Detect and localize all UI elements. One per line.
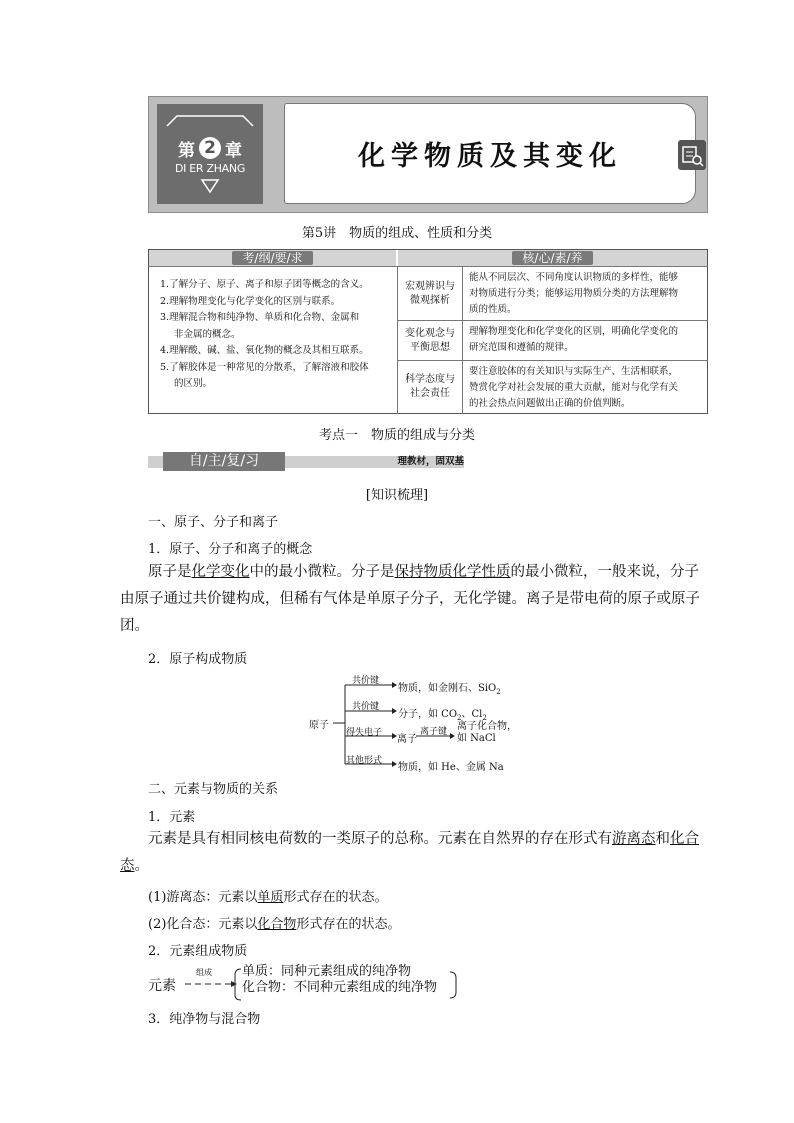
subsection-heading: 3．纯净物与混合物: [148, 1012, 261, 1027]
requirement-line: 3.理解混合物和纯净物、单质和化合物、金属和: [160, 312, 360, 323]
blank-answer: 单质: [257, 890, 284, 905]
subsection-heading: 1．元素: [148, 810, 196, 825]
book-search-icon: [678, 140, 706, 170]
diagram-result: 物质，如金刚石、SiO$_2$: [398, 683, 501, 696]
core-description: 要注意胶体的有关知识与实际生产、生活相联系， 赞赏化学对社会发展的重大贡献，能对与化学有关 的社会热点问题做出正确的价值判断。: [469, 366, 679, 409]
edge-label: 组成: [196, 968, 212, 977]
requirements-header: 考/纲/要/求: [149, 250, 396, 266]
lecture-title: 第5讲 物质的组成、性质和分类: [301, 226, 493, 241]
paragraph: (2)化合态：元素以化合物形式存在的状态。: [148, 917, 401, 932]
section-heading: 一、原子、分子和离子: [148, 515, 279, 530]
core-description: 能从不同层次、不同角度认识物质的多样性，能够 对物质进行分类；能够运用物质分类的方法理解物 质的性质。: [469, 272, 679, 315]
subsection-heading: 2．原子构成物质: [148, 652, 248, 667]
element-arrow: [183, 963, 243, 1003]
core-name: 变化观念与 平衡思想: [405, 328, 455, 353]
paragraph: (1)游离态：元素以单质形式存在的状态。: [148, 890, 388, 905]
core-description: 理解物理变化和化学变化的区别，明确化学变化的 研究范围和遵循的规律。: [469, 326, 679, 353]
blank-answer: 保持物质化学性质: [394, 564, 511, 580]
core-name: 科学态度与 社会责任: [405, 374, 455, 399]
chapter-number: 第 2 章: [178, 138, 242, 161]
topic-title: 考点一 物质的组成与分类: [318, 428, 475, 443]
table-divider: [148, 266, 708, 267]
table-divider: [462, 266, 463, 414]
section-heading: 二、元素与物质的关系: [148, 782, 279, 797]
section-label: 自/主/复/习: [163, 452, 285, 471]
requirement-line: 2.理解物理变化与化学变化的区别与联系。: [160, 295, 341, 307]
requirement-line: 的区别。: [174, 378, 213, 389]
brace-right: [448, 970, 460, 1000]
edge-label: 得失电子: [346, 728, 383, 738]
diagram-result: 离子化合物， 如 NaCl: [457, 721, 517, 744]
diagram-root: 原子: [309, 720, 329, 731]
requirement-line: 非金属的概念。: [174, 328, 241, 340]
diagram-root: 元素: [148, 978, 176, 994]
requirement-line: 1.了解分子、原子、离子和原子团等概念的含义。: [160, 279, 369, 290]
chapter-pinyin: DI ER ZHANG: [174, 162, 246, 175]
paragraph: 元素是具有相同核电荷数的一类原子的总称。元素在自然界的存在形式有游离态和化合 态。: [120, 831, 699, 874]
knowledge-heading: [知识梳理]: [365, 488, 429, 503]
element-composition: 单质：同种元素组成的纯净物 化合物：不同种元素组成的纯净物: [242, 964, 438, 995]
diagram-node: 离子: [397, 734, 417, 745]
edge-label: 其他形式: [346, 756, 383, 766]
diagram-result: 分子，如 $CO_2$、$Cl_2$: [398, 709, 487, 722]
section-subtitle: 理教材，固双基: [397, 456, 464, 467]
blank-answer: 化合: [670, 831, 699, 847]
edge-label: 共价键: [352, 702, 380, 712]
requirement-line: 4.理解酸、碱、盐、氧化物的概念及其相互联系。: [160, 345, 369, 356]
requirements-list: [160, 277, 394, 393]
table-divider: [397, 320, 708, 321]
paragraph: 原子是化学变化中的最小微粒。分子是保持物质化学性质的最小微粒，一般来说，分子 由原子通过共价键构成，但稀有气体是单原子分子，无化学键。离子是带电荷的原子或原子 团。: [120, 564, 700, 634]
table-divider: [397, 360, 708, 361]
blank-answer: 化学变化: [191, 564, 250, 580]
subsection-heading: 1．原子、分子和离子的概念: [148, 542, 313, 557]
chapter-title: 化学物质及其变化: [358, 141, 622, 172]
edge-label: 共价键: [352, 676, 380, 686]
subsection-heading: 2．元素组成物质: [148, 944, 248, 959]
core-literacy-header: 核/心/素/养: [398, 250, 707, 266]
requirement-line: 5.了解胶体是一种常见的分散系，了解溶液和胶体: [160, 361, 369, 373]
diagram-result: 物质，如 He、金属 Na: [398, 762, 504, 773]
blank-answer: 游离态: [612, 831, 656, 847]
edge-label: 离子键: [420, 727, 448, 737]
blank-answer: 化合物: [257, 917, 297, 932]
core-name: 宏观辨识与 微观探析: [405, 281, 455, 306]
blank-answer: 态: [120, 858, 135, 874]
